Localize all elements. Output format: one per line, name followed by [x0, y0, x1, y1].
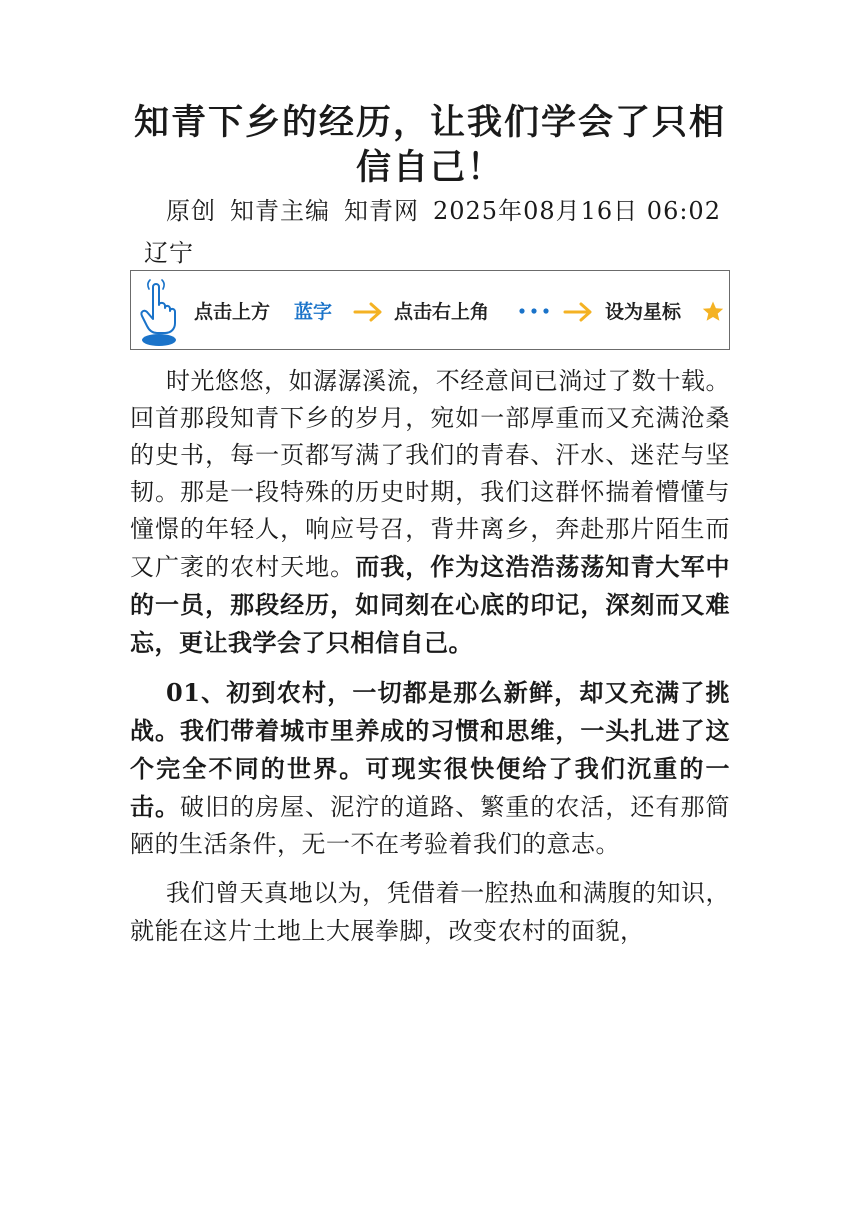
article-meta [130, 190, 730, 274]
paragraph [130, 363, 730, 662]
arrow-right-icon [353, 301, 383, 323]
banner-step2: 点击右上角 [394, 301, 490, 323]
meta-type: 原创 [166, 197, 216, 225]
meta-author[interactable]: 知青主编 [230, 197, 330, 225]
meta-source[interactable]: 知青网 [344, 197, 419, 225]
more-dots-icon [517, 306, 551, 316]
star-icon [701, 300, 725, 324]
paragraph [130, 875, 730, 950]
article-title: 知青下乡的经历，让我们学会了只相信自己！ [133, 102, 726, 188]
paragraph-bold-text: 而我，作为这浩浩荡荡知青大军中的一员，那段经历，如同刻在心底的印记，深刻而又难忘，更让我学会了只相信自己。 [130, 552, 731, 657]
banner-step3: 设为星标 [605, 301, 682, 323]
paragraph-text: 我们曾天真地以为，凭借着一腔热血和满腹的知识，就能在这片土地上大展拳脚，改变农村的面貌， [130, 879, 730, 945]
paragraph [130, 674, 730, 863]
meta-date: 2025年08月16日 [433, 197, 639, 225]
paragraph-text: 时光悠悠，如潺潺溪流，不经意间已淌过了数十载。回首那段知青下乡的岁月，宛如一部厚重而又充满沧桑的史书，每一页都写满了我们的青春、汗水、迷茫与坚韧。那是一段特殊的历史时期，我们这群怀揣着懵懂与憧憬的年轻人，响应号召，背井离乡，奔赴那片陌生而又广袤的农村天地。 [130, 367, 730, 581]
paragraph-text: 破旧的房屋、泥泞的道路、繁重的农活，还有那简陋的生活条件，无一不在考验着我们的意志。 [130, 793, 731, 858]
arrow-right-icon [563, 301, 593, 323]
article-body [130, 363, 730, 950]
meta-time: 06:02 [646, 197, 721, 225]
follow-banner[interactable] [130, 270, 730, 350]
banner-step1: 点击上方 [194, 301, 271, 323]
banner-blue-text: 蓝字 [294, 301, 333, 323]
pointing-hand-icon [139, 279, 179, 347]
meta-location: 辽宁 [144, 239, 194, 267]
paragraph-bold-text: 01、初到农村，一切都是那么新鲜，却又充满了挑战。我们带着城市里养成的习惯和思维，一头扎进了这个完全不同的世界。可现实很快便给了我们沉重的一击。 [130, 678, 730, 821]
